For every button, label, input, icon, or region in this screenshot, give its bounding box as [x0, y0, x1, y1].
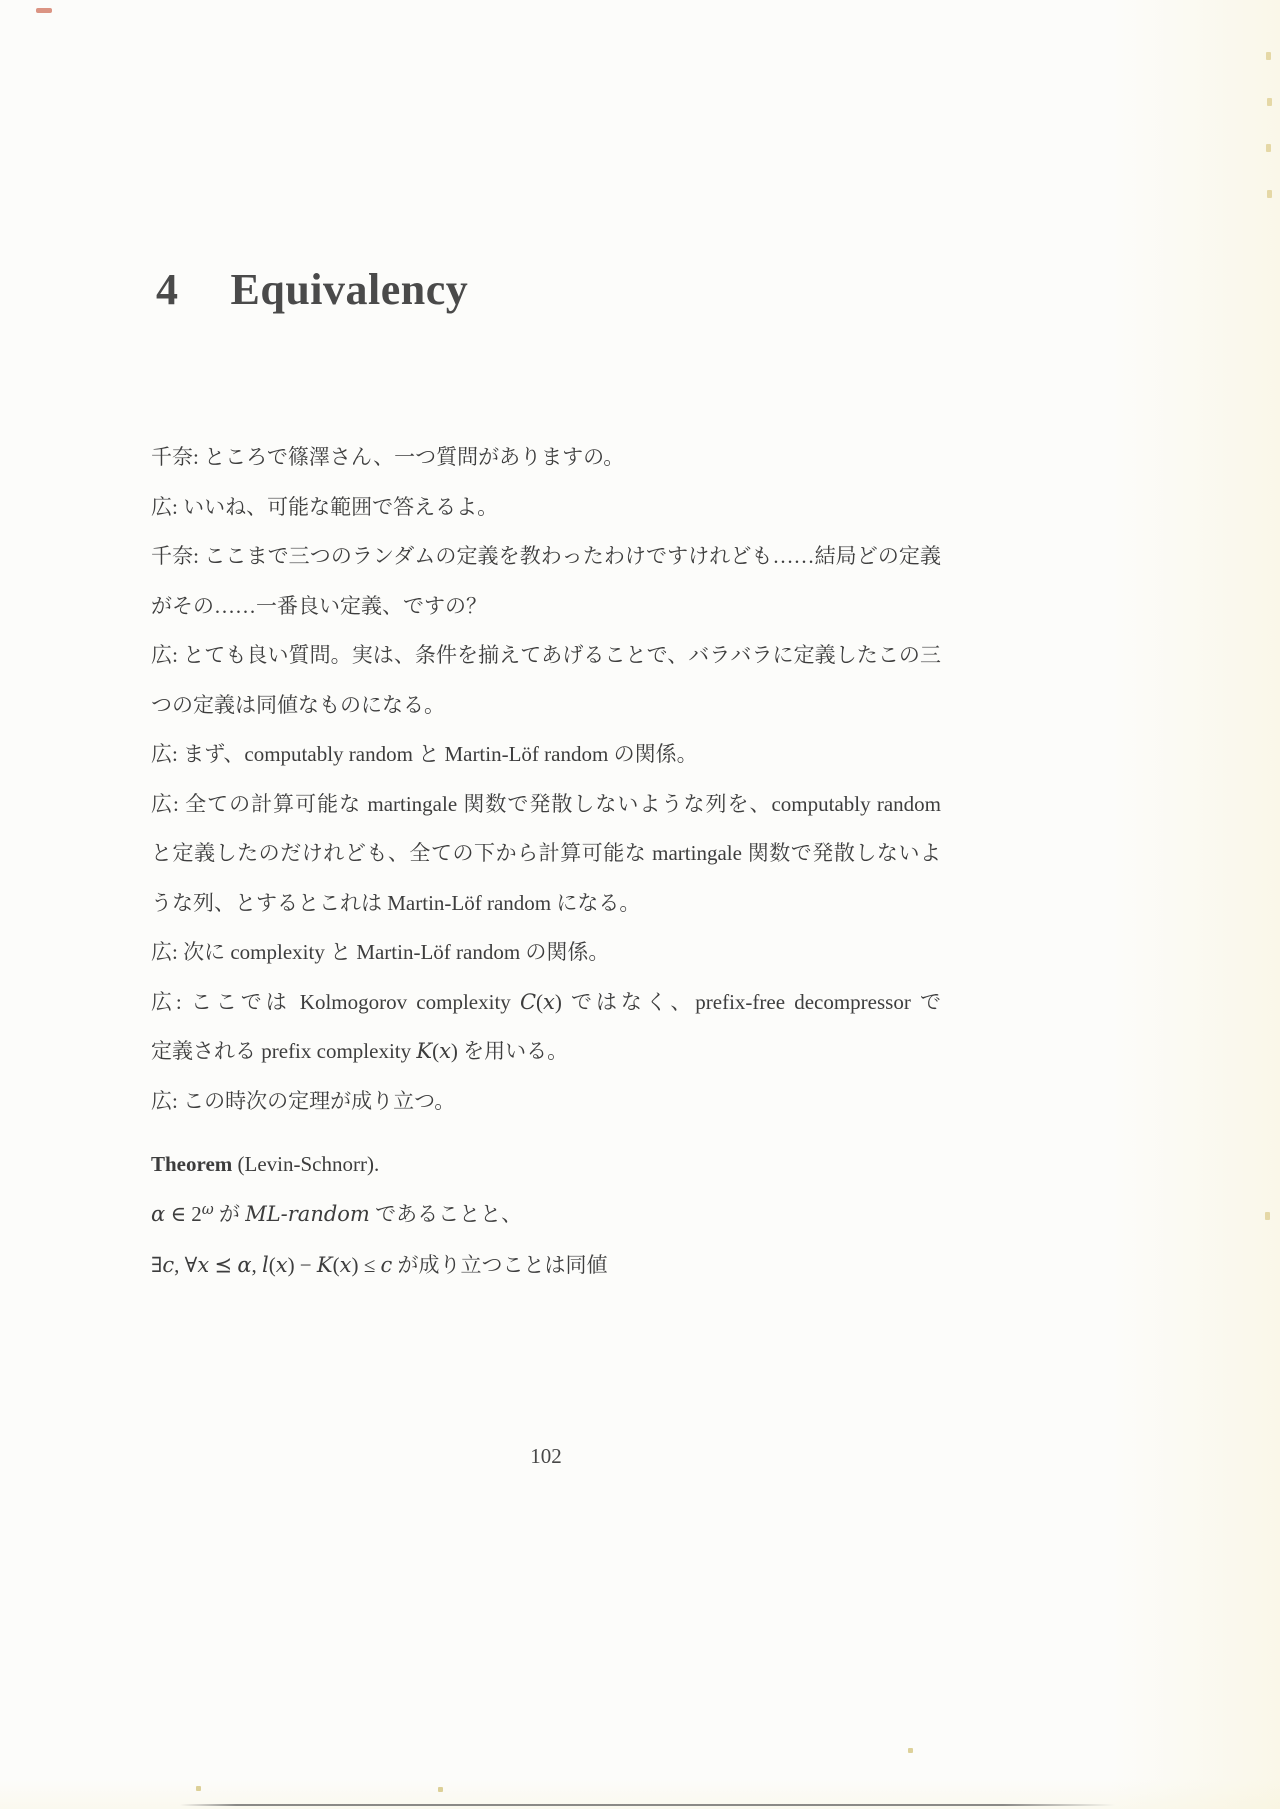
- dialogue-line: [151, 928, 941, 978]
- theorem-heading: [151, 1140, 941, 1190]
- scan-speck: [908, 1748, 913, 1753]
- text-run: 広: この時次の定理が成り立つ。: [151, 1088, 456, 1113]
- text-run: つの定義は同値なものになる。: [151, 692, 445, 717]
- dialogue-line: [151, 483, 941, 533]
- text-run: l: [262, 1253, 269, 1277]
- text-run: 千奈: ところで篠澤さん、一つ質問がありますの。: [151, 445, 625, 469]
- text-run: c: [380, 1253, 393, 1277]
- scan-speck: [1267, 190, 1272, 198]
- scan-speck: [1267, 98, 1272, 106]
- text-run: であることと、: [369, 1201, 523, 1226]
- dialogue-line: [151, 1027, 941, 1077]
- dialogue-line: [151, 631, 941, 681]
- text-run: x: [543, 989, 555, 1014]
- dialogue-line: [151, 1077, 941, 1127]
- text-run: (Levin-Schnorr).: [232, 1152, 380, 1176]
- text-run: (: [432, 1039, 440, 1063]
- text-run: (: [332, 1253, 340, 1277]
- page-number: 102: [530, 1444, 562, 1468]
- text-run: ⪯: [209, 1253, 238, 1277]
- section-number: 4: [156, 265, 179, 314]
- text-run: うな列、とするとこれは Martin-Löf random になる。: [151, 890, 641, 915]
- text-run: 定義される prefix complexity: [151, 1039, 417, 1063]
- text-run: がその……一番良い定義、ですの？: [151, 593, 487, 618]
- text-run: K: [416, 1039, 433, 1063]
- text-run: ∈ 2: [165, 1201, 202, 1226]
- text-run: Theorem: [151, 1152, 233, 1176]
- section-heading: [156, 264, 468, 315]
- text-run: 広: 次に complexity と Martin-Löf random の関係。: [151, 940, 610, 964]
- text-run: x: [339, 1253, 352, 1277]
- dialogue-line: [151, 730, 941, 780]
- theorem-statement-line: [151, 1190, 941, 1242]
- dialogue-line: [151, 681, 941, 731]
- text-run: ∃: [151, 1253, 163, 1277]
- text-run: ) ではなく、prefix-free decompressor で: [554, 989, 941, 1014]
- dialogue-line: [151, 879, 941, 929]
- theorem-statement-line: [151, 1241, 941, 1291]
- scan-speck: [1266, 144, 1271, 152]
- text-run: K: [316, 1253, 333, 1277]
- scan-speck: [438, 1787, 443, 1792]
- dialogue-line: [151, 829, 941, 879]
- text-run: C: [519, 989, 537, 1014]
- text-run: 広: とても良い質問。実は、条件を揃えてあげることで、バラバラに定義したこの三: [151, 643, 941, 667]
- scan-speck: [36, 8, 52, 13]
- dialogue-block: [151, 433, 941, 1126]
- text-run: ∀: [184, 1253, 198, 1277]
- text-run: 広: まず、computably random と Martin-Löf random の関係。: [151, 742, 698, 766]
- dialogue-line: [151, 978, 941, 1028]
- text-run: 広: 全ての計算可能な martingale 関数で発散しないような列を、computably random: [151, 791, 941, 816]
- dialogue-line: [151, 532, 941, 582]
- text-run: x: [275, 1253, 288, 1277]
- text-run: と定義したのだけれども、全ての下から計算可能な martingale 関数で発散しないよ: [151, 841, 941, 865]
- text-run: α: [237, 1253, 252, 1277]
- text-run: が成り立つことは同値: [392, 1253, 608, 1277]
- scan-edge-tint: [1110, 0, 1280, 1809]
- theorem-block: [151, 1140, 941, 1291]
- text-run: (: [268, 1253, 276, 1277]
- text-run: (: [536, 989, 544, 1014]
- dialogue-line: [151, 582, 941, 632]
- scan-speck: [1266, 52, 1271, 60]
- text-run: ) ≤: [351, 1253, 381, 1277]
- scan-bottom-edge: [180, 1804, 1115, 1806]
- text-run: ω: [201, 1200, 214, 1218]
- text-run: ML-random: [245, 1201, 370, 1226]
- text-run: x: [197, 1253, 210, 1277]
- dialogue-line: [151, 780, 941, 830]
- section-title: Equivalency: [230, 265, 469, 314]
- text-run: 広: ここでは Kolmogorov complexity: [151, 989, 520, 1014]
- scan-speck: [196, 1786, 201, 1791]
- scan-speck: [1265, 1212, 1270, 1220]
- text-run: x: [439, 1039, 451, 1063]
- text-run: 広: いいね、可能な範囲で答えるよ。: [151, 494, 499, 519]
- text-run: ) を用いる。: [450, 1039, 569, 1063]
- scan-edge-tint: [0, 1779, 1280, 1809]
- text-run: が: [213, 1201, 246, 1226]
- text-run: ) −: [287, 1253, 317, 1277]
- text-run: α: [151, 1201, 166, 1226]
- text-run: ,: [174, 1253, 185, 1277]
- dialogue-line: [151, 433, 941, 483]
- text-run: ,: [251, 1253, 262, 1277]
- text-run: c: [162, 1253, 175, 1277]
- text-run: 千奈: ここまで三つのランダムの定義を教わったわけですけれども……結局どの定義: [151, 544, 941, 568]
